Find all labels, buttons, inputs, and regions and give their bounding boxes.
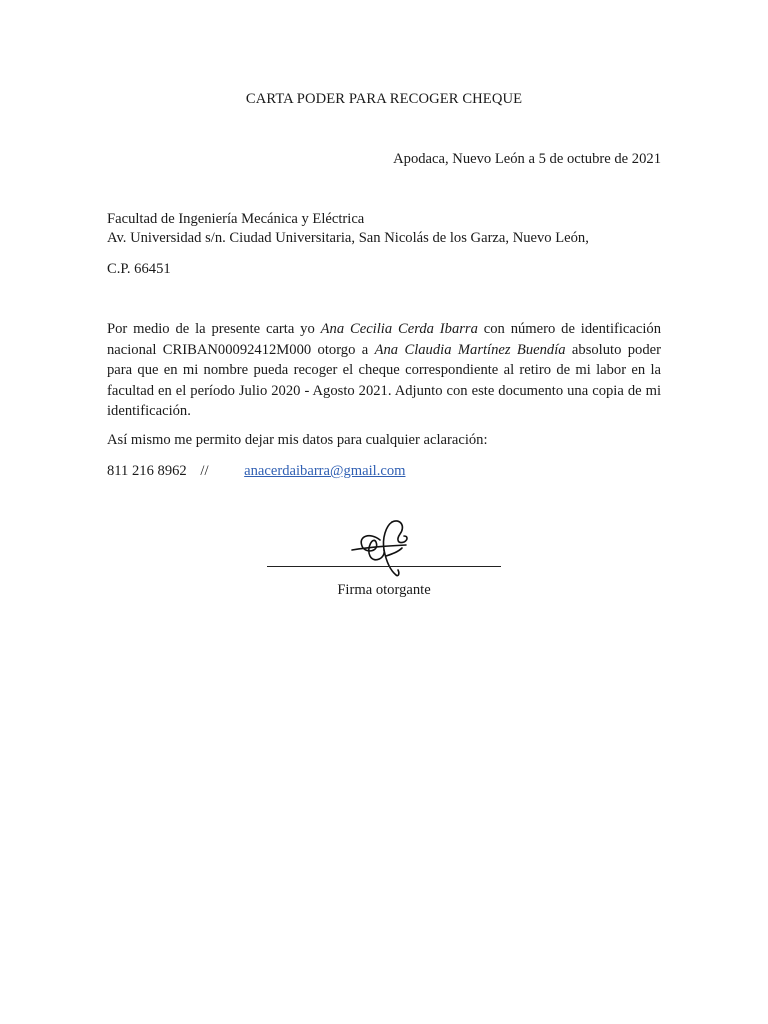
recipient-line-1: Facultad de Ingeniería Mecánica y Eléctrica — [107, 211, 365, 227]
body-part-1: Por medio de la presente carta yo — [107, 321, 321, 337]
body-part-2: con número de identificación nacional CRIBAN00092412M000 otorgo a — [107, 321, 662, 358]
signature-line — [267, 566, 501, 567]
signature-label: Firma otorgante — [337, 582, 431, 598]
body-part-3: absoluto poder para que en mi nombre pueda recoger el cheque correspondiente al retiro de mi labor en la facultad en el período Julio 2020 - Agosto 2021. Adjunto con este documento una copia de mi identificación. — [107, 341, 661, 419]
document-title: CARTA PODER PARA RECOGER CHEQUE — [245, 91, 523, 107]
contact-line — [107, 463, 405, 480]
email-link[interactable]: anacerdaibarra@gmail.com — [244, 463, 406, 479]
contact-separator: // — [200, 463, 209, 479]
phone-number: 811 216 8962 — [107, 463, 187, 479]
grantee-name: Ana Claudia Martínez Buendía — [374, 341, 566, 358]
contact-note: Así mismo me permito dejar mis datos para cualquier aclaración: — [107, 432, 488, 448]
place-date: Apodaca, Nuevo León a 5 de octubre de 2021 — [393, 151, 661, 167]
grantor-name: Ana Cecilia Cerda Ibarra — [320, 321, 478, 337]
letter-body — [107, 319, 661, 422]
handwritten-signature — [340, 512, 420, 582]
recipient-address — [107, 210, 667, 248]
postal-code: C.P. 66451 — [107, 261, 171, 277]
recipient-line-2: Av. Universidad s/n. Ciudad Universitaria, San Nicolás de los Garza, Nuevo León, — [107, 230, 589, 246]
